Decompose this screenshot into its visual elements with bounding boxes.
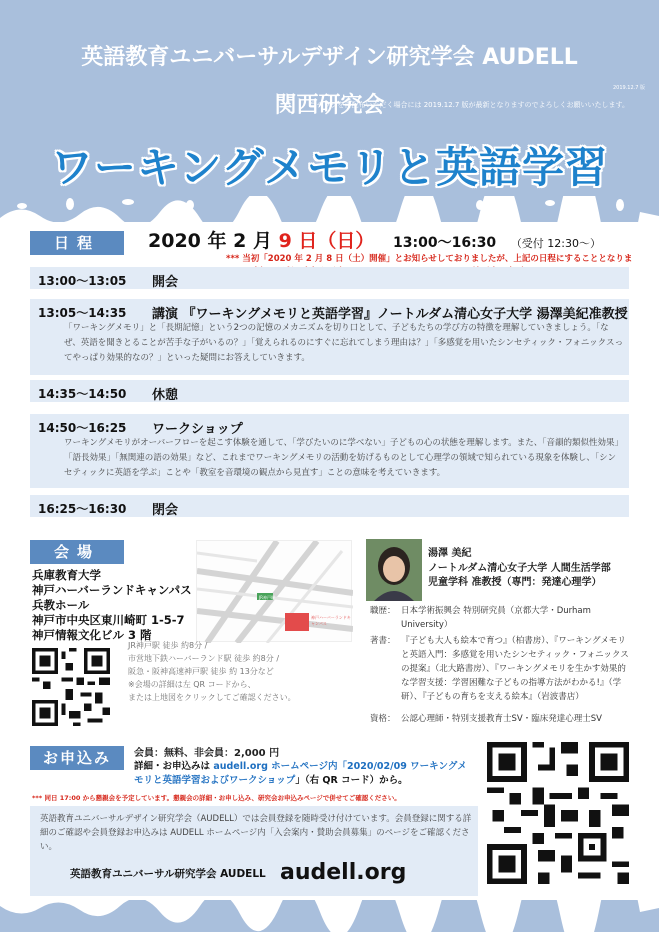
speaker-photo: [366, 539, 422, 601]
social-gathering-note: *** 同日 17:00 から懇親会を予定しています。懇親会の詳細・お申し込み、研究会お申込みページで併せてご確認ください。: [32, 794, 401, 802]
speaker-career: [370, 604, 629, 632]
speaker-qualifications: [370, 712, 629, 726]
fee-info: 会員：無料、非会員：2,000 円: [134, 748, 280, 759]
schedule-row: [30, 414, 629, 488]
schedule-name: 休憩: [152, 388, 179, 403]
detail-url-link[interactable]: audell.org: [213, 761, 268, 772]
schedule-time: 13:00〜13:05: [38, 274, 127, 288]
bio-value: 日本学術振興会 特別研究員（京都大学・Durham University）: [401, 606, 591, 630]
event-title: ワーキングメモリと英語学習: [50, 143, 609, 192]
access-line: または上地図をクリックしてご確認ください。: [128, 693, 296, 702]
bio-value: 『子ども大人も絵本で育つ』（柏書房）、『ワーキングメモリと英語入門：多感覚を用いたシンセティック・フォニックスの提案』（北大路書房）、『ワーキングメモリを生かす効果的な学習支援：学習困難な子どもの指導方法がわかる!』（学研）、『子どもの育ちを支える絵本』（岩波書店）: [401, 636, 629, 702]
org-name: 英語教育ユニバーサルデザイン研究学会 AUDELL: [81, 45, 578, 70]
venue-qr-code[interactable]: [32, 648, 110, 726]
access-line: 阪急・阪神高速神戸駅 徒歩 約 13分など: [128, 667, 274, 676]
venue-line: 兵教ホール: [32, 598, 90, 612]
schedule-name: 閉会: [152, 503, 179, 518]
venue-label: 会場: [30, 540, 124, 564]
footer-leaf-decoration: [0, 900, 659, 932]
date-pre: 2020 年 2 月: [148, 230, 279, 252]
detail-page-link[interactable]: 2020/02/09 ワーキングメモリと英語学習およびワークショップ: [134, 761, 467, 786]
bio-key: 資格：: [370, 714, 396, 724]
venue-line: 神戸市中央区東川崎町 1-5-7: [32, 613, 185, 627]
bio-value: 公認心理師・特別支援教育士SV・臨床発達心理士SV: [401, 714, 602, 724]
schedule-name: 開会: [152, 275, 179, 290]
speaker-affiliation: [428, 562, 611, 590]
speaker-books: [370, 634, 629, 704]
bio-key: 著書：: [370, 636, 396, 646]
apply-qr-code[interactable]: [487, 742, 629, 884]
schedule-time: 14:50〜16:25: [38, 421, 127, 435]
schedule-time: 13:05〜14:35: [38, 306, 127, 320]
schedule-description: ワーキングメモリがオーバーフローを起こす体験を通して、「学びたいのに学べない」子どもの心の状態を理解します。また、「音韻的類似性効果」「語長効果」「無関連の語の効果」など、これまでワーキングメモリの活動を妨げるものとして心理学の領域で知られている現象を体験し、「シンセティックに英語を学ぶ」ことや「教室を音環境の観点から見直す」ことの意味を考えていきます。: [64, 438, 623, 478]
footer-banner: [0, 900, 659, 932]
event-subtitle: 関西研究会: [274, 93, 385, 118]
schedule-time: 16:25〜16:30: [38, 502, 127, 516]
venue-line: 神戸情報文化ビル 3 階: [32, 628, 152, 642]
date-day: 9: [278, 230, 292, 252]
schedule-row: [30, 495, 629, 517]
date-post: 日（日）: [291, 230, 375, 252]
schedule-label: 日程: [30, 231, 124, 255]
venue-line: 神戸ハーバーランドキャンパス: [32, 583, 192, 597]
bio-key: 職歴：: [370, 606, 396, 616]
map-streets: [197, 541, 353, 643]
venue-line: 兵庫教育大学: [32, 568, 101, 582]
membership-org: 英語教育ユニバーサル研究学会 AUDELL: [70, 868, 266, 880]
schedule-description: 「ワーキングメモリ」と「長期記憶」という2つの記憶のメカニズムを切り口として、子どもたちの学び方の特徴を理解していきましょう。「なぜ、英語を聞きとることが苦手な子がいるの？」「覚えられるのにすぐに忘れてしまう理由は？」「多感覚を用いたシンセティック・フォニックスってやっぱり効果的なの？」といった疑問にお答えしていきます。: [64, 323, 624, 363]
reprint-note: 当チラシを再配布いただく場合には 2019.12.7 版が最新となりますのでよろしくお願いいたします。: [309, 101, 629, 109]
leaf-decoration: [0, 196, 659, 222]
schedule-name: 講演 『ワーキングメモリと英語学習』ノートルダム清心女子大学 湯澤美紀准教授: [152, 307, 628, 322]
event-date: [148, 226, 601, 253]
map-label-station: JR神戸駅: [259, 595, 275, 600]
website-link[interactable]: audell.org: [280, 860, 407, 885]
date-change-notice: *** 当初「2020 年 2 月 8 日（土）開催」とお知らせしておりましたが、上記の日程にすることとなりま: [226, 254, 633, 264]
schedule-row: [30, 267, 629, 289]
membership-info: [30, 806, 478, 896]
affiliation-line: ノートルダム清心女子大学 人間生活学部: [428, 563, 611, 574]
venue-marker: [285, 613, 309, 631]
access-line: JR神戸駅 徒歩 約8分 /: [128, 641, 208, 650]
map-label-venue: 神戸ハーバーランドキャンパス: [311, 615, 351, 626]
schedule-name: ワークショップ: [152, 422, 243, 437]
access-info: [128, 639, 296, 704]
access-line: ※会場の詳細は左 QR コードから、: [128, 680, 256, 689]
version-date: 2019.12.7 版: [612, 85, 645, 91]
apply-label: お申込み: [30, 746, 124, 770]
access-line: 市営地下鉄ハーバーランド駅 徒歩 約8分 /: [128, 654, 280, 663]
membership-text: 英語教育ユニバーサルデザイン研究学会（AUDELL）では会員登録を随時受け付けています。会員登録に関する詳細のご確認や会員登録お申込みは AUDELL ホームページ内「入会案内・賛助会員募集」のページをご確認ください。: [40, 814, 472, 852]
header-banner: [0, 0, 659, 222]
schedule-time: 14:35〜14:50: [38, 387, 127, 401]
detail-text: 詳細・お申込みは: [134, 761, 214, 772]
event-time: 13:00〜16:30: [393, 235, 497, 251]
venue-map[interactable]: [196, 540, 352, 642]
speaker-name: 湯澤 美紀: [428, 548, 472, 559]
detail-text: 」（右 QR コード）から。: [295, 775, 408, 786]
affiliation-line: 児童学科 准教授（専門：発達心理学）: [428, 577, 602, 588]
schedule-row: [30, 380, 629, 402]
venue-address: [32, 568, 192, 643]
schedule-row: [30, 299, 629, 375]
detail-text: ホームページ内「: [267, 761, 347, 772]
apply-detail: [134, 760, 474, 788]
reception-time: （受付 12:30〜）: [510, 237, 602, 250]
